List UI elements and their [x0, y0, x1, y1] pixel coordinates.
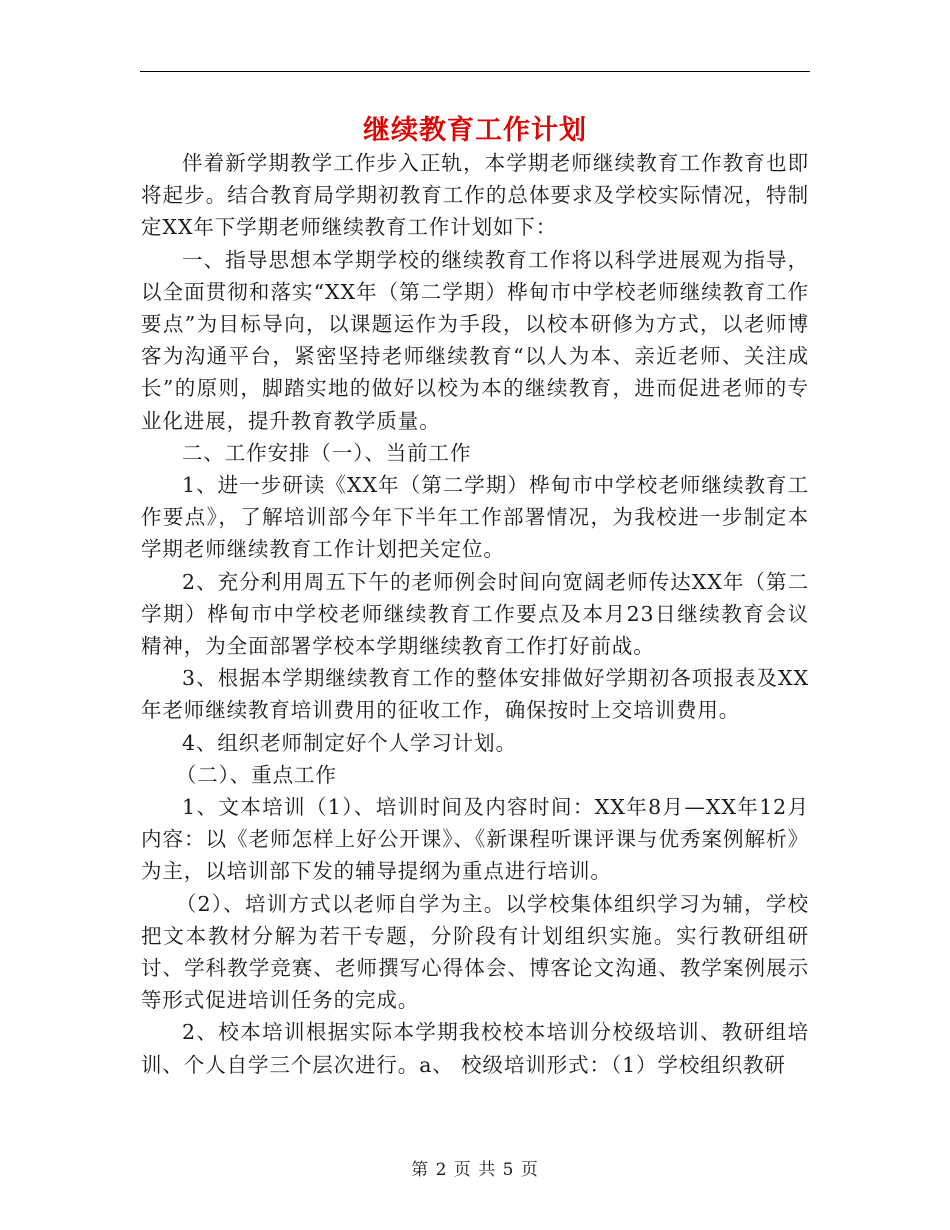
section-heading: （二）、重点工作	[175, 762, 337, 787]
list-item: 4、组织老师制定好个人学习计划。	[182, 730, 517, 755]
header-rule	[140, 71, 810, 72]
list-item: 1、文本培训（1）、培训时间及内容时间：XX年8月—XX年12月内容：以《老师怎样上好公开课》、《新课程听课评课与优秀案例解析》为主，以培训部下发的辅导提纲为重点进行培训。	[141, 795, 809, 884]
guiding-principle-paragraph: 一、指导思想本学期学校的继续教育工作将以科学进展观为指导，以全面贯彻和落实“XX年（第二学期）桦甸市中学校老师继续教育工作要点”为目标导向，以课题运作为手段，以校本研修为方式，以老师博客为沟通平台，紧密坚持老师继续教育“以人为本、亲近老师、关注成长”的原则，脚踏实地的做好以校为本的继续教育，进而促进老师的专业化进展，提升教育教学质量。	[141, 247, 809, 433]
list-item: 2、校本培训根据实际本学期我校校本培训分校级培训、教研组培训、个人自学三个层次进行。a、 校级培训形式：（1）学校组织教研	[141, 1020, 809, 1077]
document-body	[141, 147, 809, 1081]
list-item: 2、充分利用周五下午的老师例会时间向宽阔老师传达XX年（第二学期）桦甸市中学校老师继续教育工作要点及本月23日继续教育会议精神，为全面部署学校本学期继续教育工作打好前战。	[141, 569, 809, 659]
document-title: 继续教育工作计划	[363, 115, 587, 146]
section-heading: 二、工作安排（一）、当前工作	[182, 440, 472, 465]
intro-paragraph: 伴着新学期教学工作步入正轨，本学期老师继续教育工作教育也即将起步。结合教育局学期初教育工作的总体要求及学校实际情况，特制定XX年下学期老师继续教育工作计划如下：	[141, 151, 809, 240]
list-item: 3、根据本学期继续教育工作的整体安排做好学期初各项报表及XX年老师继续教育培训费用的征收工作，确保按时上交培训费用。	[141, 666, 809, 723]
list-item: 1、进一步研读《XX年（第二学期）桦甸市中学校老师继续教育工作要点》，了解培训部今年下半年工作部署情况，为我校进一步制定本学期老师继续教育工作计划把关定位。	[141, 473, 809, 562]
page-number: 第 2 页 共 5 页	[411, 1160, 539, 1180]
list-item: （2）、培训方式以老师自学为主。以学校集体组织学习为辅，学校把文本教材分解为若干专题，分阶段有计划组织实施。实行教研组研讨、学科教学竞赛、老师撰写心得体会、博客论文沟通、教学案例展示等形式促进培训任务的完成。	[141, 891, 809, 1013]
